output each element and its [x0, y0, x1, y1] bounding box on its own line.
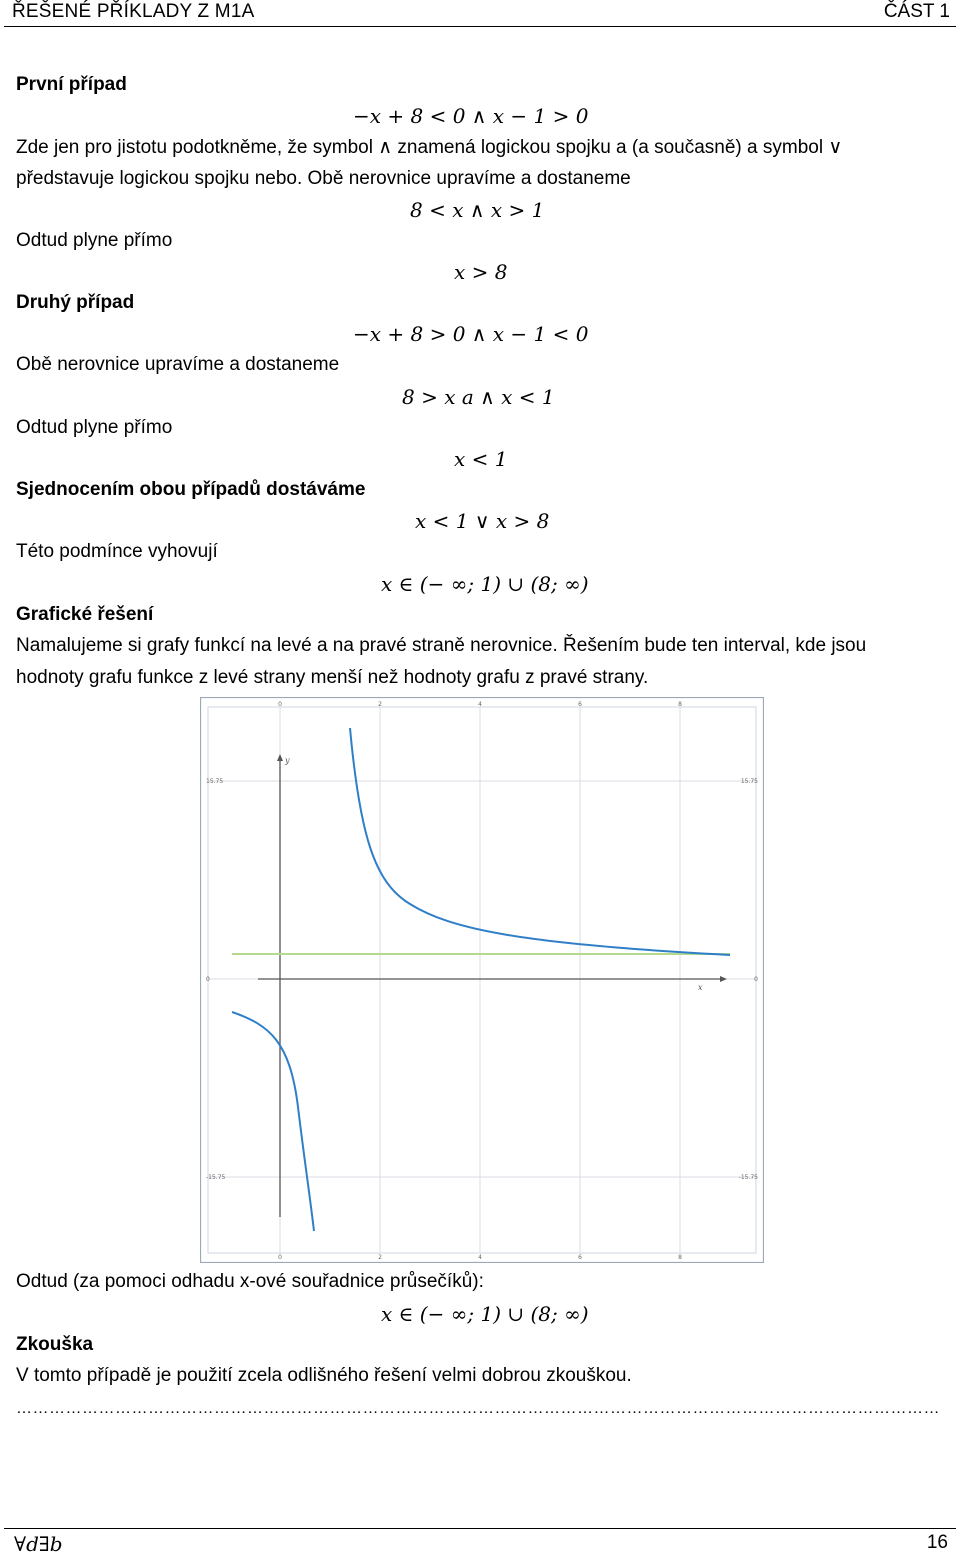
right-label-zero: 0	[754, 976, 758, 983]
paragraph-4: Obě nerovnice upravíme a dostaneme	[16, 354, 340, 375]
bottom-tick-2: 2	[378, 1254, 382, 1261]
equation-6: x < 1	[454, 447, 508, 471]
top-tick-2: 2	[378, 701, 382, 708]
equation-5: 8 > x a ∧ x < 1	[402, 385, 555, 409]
equation-9: x ∈ (− ∞; 1) ∪ (8; ∞)	[381, 1302, 589, 1326]
bottom-tick-8: 8	[678, 1254, 682, 1261]
equation-2: 8 < x ∧ x > 1	[410, 198, 545, 222]
bottom-tick-0: 0	[278, 1254, 282, 1261]
page-header	[0, 0, 960, 28]
equation-4: −x + 8 > 0 ∧ x − 1 < 0	[353, 322, 589, 346]
right-label-top: 15.75	[740, 778, 758, 785]
footer-logo: ∀d∃b	[14, 1532, 63, 1556]
paragraph-7: Namalujeme si grafy funkcí na levé a na pravé straně nerovnice. Řešením bude ten interval, kde jsou	[16, 635, 867, 656]
paragraph-1: Zde jen pro jistotu podotkněme, že symbol ∧ znamená logickou spojku a (a současně) a symbol ∨	[16, 137, 843, 158]
header-part: ČÁST 1	[883, 1, 950, 22]
footer-rule	[4, 1528, 956, 1529]
paragraph-9: Odtud (za pomoci odhadu x-ové souřadnice průsečíků):	[16, 1271, 484, 1292]
equation-1: −x + 8 < 0 ∧ x − 1 > 0	[353, 104, 589, 128]
left-label-bottom: -15.75	[206, 1174, 226, 1181]
top-tick-8: 8	[678, 701, 682, 708]
left-label-top: 15.75	[206, 778, 224, 785]
paragraph-5: Odtud plyne přímo	[16, 417, 173, 438]
left-label-zero: 0	[206, 976, 210, 983]
right-label-bottom: -15.75	[738, 1174, 758, 1181]
top-tick-6: 6	[578, 701, 582, 708]
heading-check: Zkouška	[16, 1334, 94, 1355]
top-tick-4: 4	[478, 701, 482, 708]
paragraph-8: hodnoty grafu funkce z levé strany menší než hodnoty grafu z pravé strany.	[16, 667, 649, 688]
bottom-tick-6: 6	[578, 1254, 582, 1261]
heading-union: Sjednocením obou případů dostáváme	[16, 479, 366, 500]
header-rule	[4, 26, 956, 27]
heading-graphical: Grafické řešení	[16, 604, 154, 625]
equation-3: x > 8	[454, 260, 508, 284]
heading-second-case: Druhý případ	[16, 292, 135, 313]
top-tick-0: 0	[278, 701, 282, 708]
page-number: 16	[926, 1532, 948, 1553]
equation-8: x ∈ (− ∞; 1) ∪ (8; ∞)	[381, 572, 589, 596]
y-axis-label: y	[285, 756, 290, 765]
paragraph-10: V tomto případě je použití zcela odlišného řešení velmi dobrou zkouškou.	[16, 1365, 632, 1386]
graph-frame	[201, 698, 764, 1263]
paragraph-2: představuje logickou spojku nebo. Obě nerovnice upravíme a dostaneme	[16, 168, 631, 189]
dotted-separator: ……………………………………………………………………………………………………………………………………………………	[16, 1400, 940, 1417]
x-axis-label: x	[698, 983, 703, 992]
header-title: ŘEŠENÉ PŘÍKLADY Z M1A	[12, 1, 255, 22]
equation-7: x < 1 ∨ x > 8	[415, 509, 550, 533]
paragraph-3: Odtud plyne přímo	[16, 230, 173, 251]
heading-first-case: První případ	[16, 74, 127, 95]
function-graph	[200, 697, 764, 1263]
bottom-tick-4: 4	[478, 1254, 482, 1261]
paragraph-6: Této podmínce vyhovují	[16, 541, 218, 562]
